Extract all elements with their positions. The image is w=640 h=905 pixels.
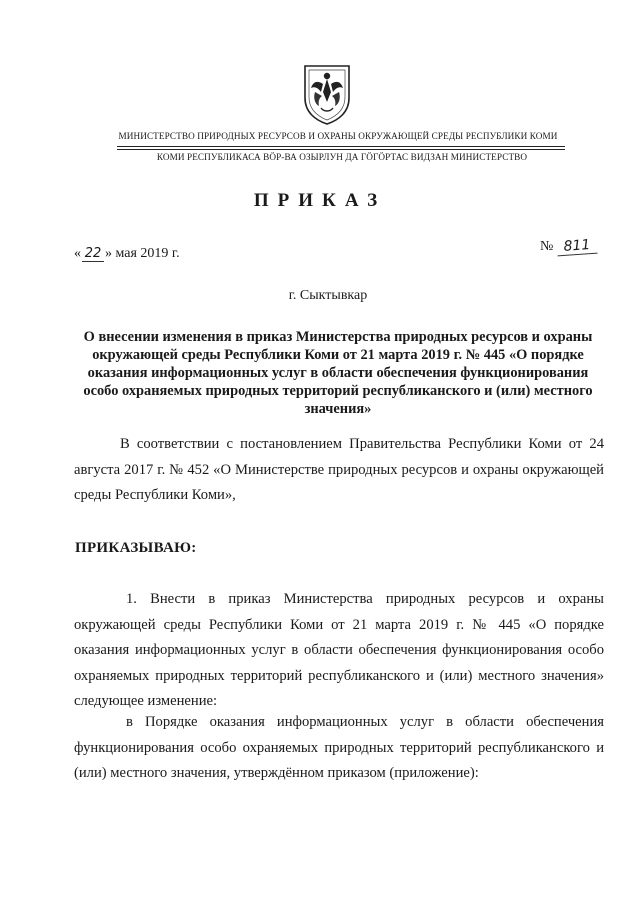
ministry-name-russian: МИНИСТЕРСТВО ПРИРОДНЫХ РЕСУРСОВ И ОХРАНЫ ОКРУЖАЮЩЕЙ СРЕДЫ РЕСПУБЛИКИ КОМИ [118, 131, 558, 141]
document-title: ПРИКАЗ [253, 190, 387, 211]
date-month-year: » мая 2019 г. [105, 246, 180, 261]
number-label: № [540, 239, 554, 254]
ministry-name-komi: КОМИ РЕСПУБЛИКАСА ВӦР-ВА ОЗЫРЛУН ДА ГӦГӦРТАС ВИДЗАН МИНИСТЕРСТВО [156, 152, 528, 162]
date-day-handwritten: 22 [82, 246, 104, 262]
document-city: г. Сыктывкар [288, 288, 368, 303]
preamble-paragraph: В соответствии с постановлением Правительства Республики Коми от 24 августа 2017 г. № 452 «О Министерстве природных ресурсов и охраны окружающей среды Республики Коми», [74, 436, 604, 503]
date-quote-open: « [74, 246, 81, 261]
document-date [74, 246, 180, 262]
item-1-paragraph: 1. Внести в приказ Министерства природных ресурсов и охраны окружающей среды Республики Коми от 21 марта 2019 г. № 445 «О порядке оказания информационных услуг в области обеспечения функционирования особо охраняемых природных территорий республиканского и (или) местного значения» следующее изменение: [74, 591, 604, 709]
header-rule-thin [117, 149, 565, 150]
item-1-subparagraph: в Порядке оказания информационных услуг в области обеспечения функционирования особо охраняемых природных территорий республиканского и (или) местного значения, утверждённом приказом (приложение): [74, 714, 604, 781]
komi-coat-of-arms-icon [301, 62, 353, 126]
header-rule [117, 146, 565, 147]
document-heading: О внесении изменения в приказ Министерства природных ресурсов и охраны окружающей среды Республики Коми от 21 марта 2019 г. № 445 «О порядке оказания информационных услуг в области обеспечения функционирования особо охраняемых природных территорий республиканского и (или) местного значения» [83, 329, 593, 417]
order-word: ПРИКАЗЫВАЮ: [75, 540, 197, 556]
document-number [540, 238, 597, 255]
number-handwritten: 811 [556, 237, 597, 257]
